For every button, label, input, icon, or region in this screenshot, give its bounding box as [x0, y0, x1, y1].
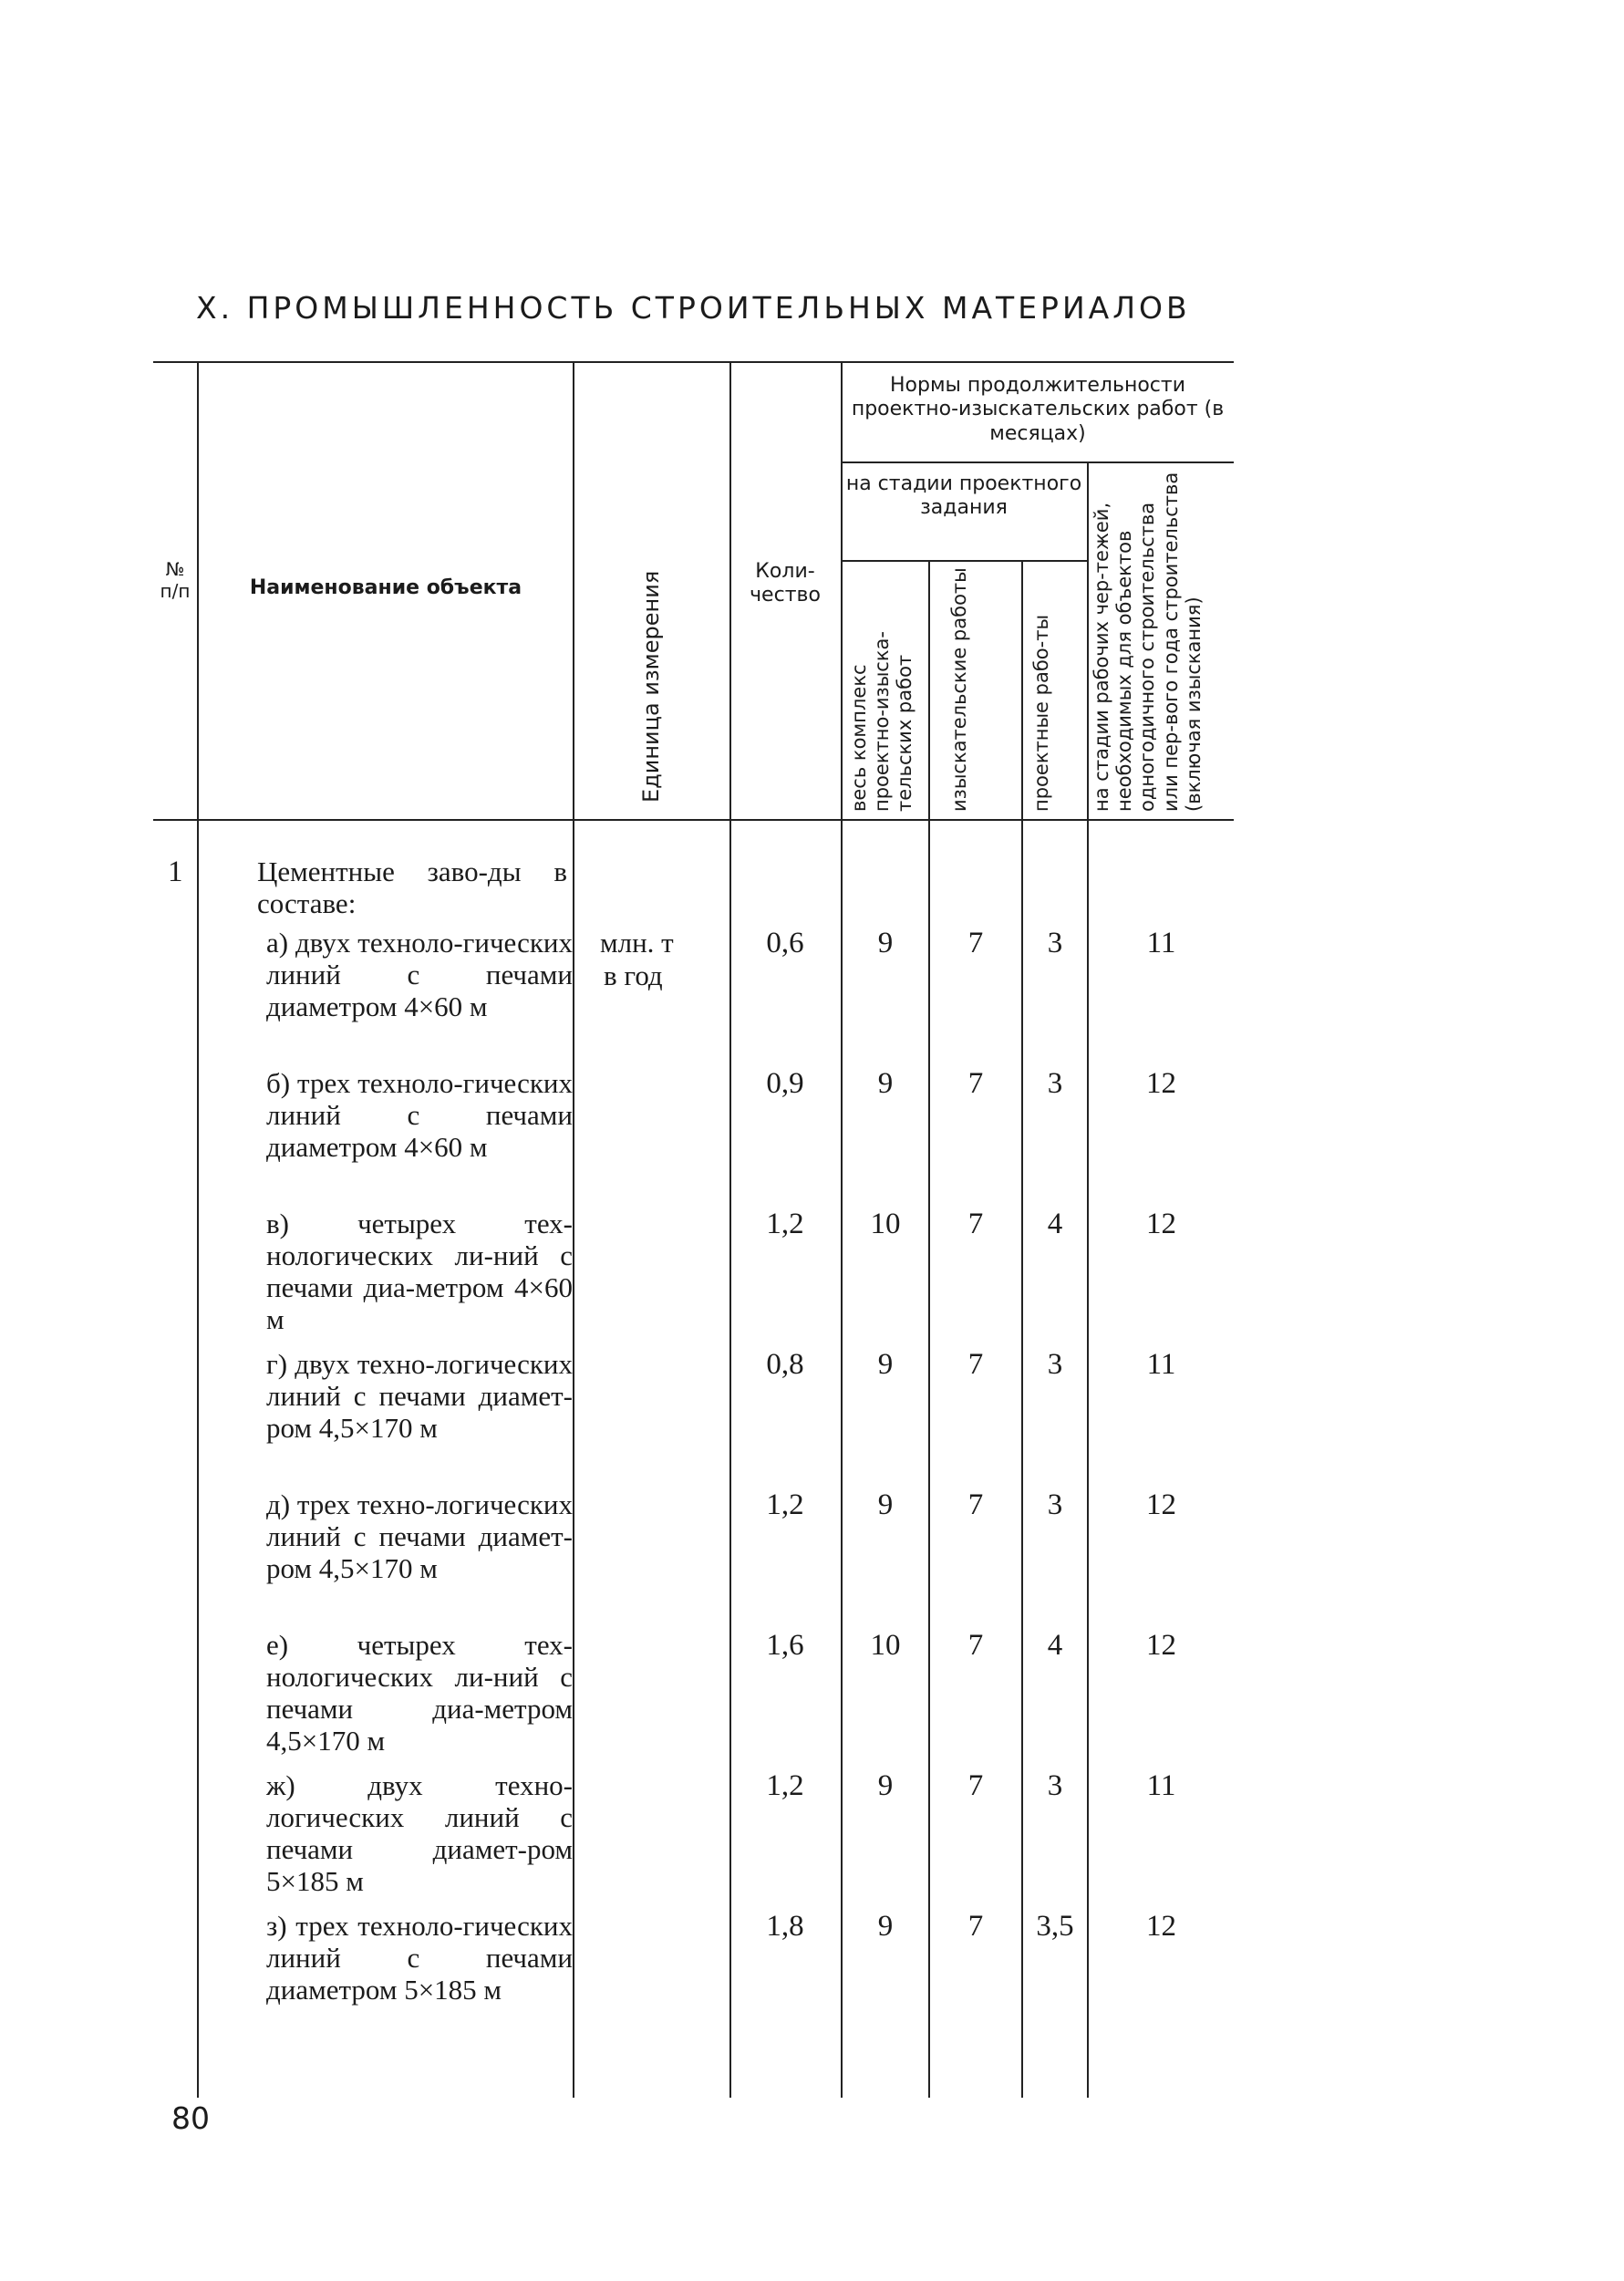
object-description: ж) двух техно-логических линий с печами диамет-ром 5×185 м — [266, 1769, 573, 1898]
project-stage-rule — [841, 560, 1087, 562]
object-description: в) четырех тех-нологических ли-ний с печами диа-метром 4×60 м — [266, 1208, 573, 1336]
design-value: 4 — [1047, 1208, 1063, 1240]
page-number: 80 — [171, 2100, 210, 2136]
header-quantity: Коли-чество — [750, 560, 821, 607]
survey-value: 7 — [967, 1769, 984, 1802]
working-drawings-value: 12 — [1146, 1488, 1176, 1521]
design-value: 3,5 — [1036, 1910, 1074, 1943]
header-working-drawings: на стадии рабочих чер-тежей, необходимых для объектов одногодичного строительства или пер-вого года строительства (включая изыскания) — [1091, 472, 1205, 812]
working-drawings-value: 11 — [1146, 1348, 1176, 1381]
full-complex-value: 10 — [870, 1208, 901, 1240]
quantity-value: 0,8 — [766, 1348, 804, 1381]
design-value: 4 — [1047, 1629, 1063, 1662]
object-description: д) трех техно-логических линий с печами диамет-ром 4,5×170 м — [266, 1488, 573, 1585]
full-complex-value: 9 — [877, 1910, 894, 1943]
column-rule — [1021, 560, 1023, 2098]
working-drawings-value: 12 — [1146, 1208, 1176, 1240]
quantity-value: 1,8 — [766, 1910, 804, 1943]
full-complex-value: 9 — [877, 1488, 894, 1521]
quantity-value: 1,6 — [766, 1629, 804, 1662]
full-complex-value: 9 — [877, 1769, 894, 1802]
object-description: г) двух техно-логических линий с печами диамет-ром 4,5×170 м — [266, 1348, 573, 1445]
group-number: 1 — [168, 855, 183, 888]
survey-value: 7 — [967, 1208, 984, 1240]
header-design: проектные рабо-ты — [1030, 614, 1052, 812]
survey-value: 7 — [967, 927, 984, 959]
design-value: 3 — [1047, 927, 1063, 959]
survey-value: 7 — [967, 1348, 984, 1381]
header-norms-group: Нормы продолжительности проектно-изыскательских работ (в месяцах) — [851, 374, 1225, 445]
object-description: е) четырех тех-нологических ли-ний с печами диа-метром 4,5×170 м — [266, 1629, 573, 1757]
working-drawings-value: 11 — [1146, 1769, 1176, 1802]
design-value: 3 — [1047, 1488, 1063, 1521]
section-title: X. ПРОМЫШЛЕННОСТЬ СТРОИТЕЛЬНЫХ МАТЕРИАЛОВ — [196, 290, 1191, 326]
survey-value: 7 — [967, 1488, 984, 1521]
design-value: 3 — [1047, 1067, 1063, 1100]
column-rule — [197, 363, 199, 2098]
working-drawings-value: 12 — [1146, 1629, 1176, 1662]
full-complex-value: 9 — [877, 1348, 894, 1381]
survey-value: 7 — [967, 1067, 984, 1100]
header-object-name: Наименование объекта — [249, 576, 522, 599]
full-complex-value: 9 — [877, 1067, 894, 1100]
quantity-value: 0,9 — [766, 1067, 804, 1100]
survey-value: 7 — [967, 1910, 984, 1943]
working-drawings-value: 12 — [1146, 1067, 1176, 1100]
object-description: з) трех техноло-гических линий с печами диаметром 5×185 м — [266, 1910, 573, 2006]
quantity-value: 1,2 — [766, 1769, 804, 1802]
quantity-value: 0,6 — [766, 927, 804, 959]
quantity-value: 1,2 — [766, 1488, 804, 1521]
design-value: 3 — [1047, 1769, 1063, 1802]
object-description: б) трех техноло-гических линий с печами диаметром 4×60 м — [266, 1067, 573, 1164]
unit-line-1: млн. т — [600, 927, 674, 959]
column-rule — [573, 363, 574, 2098]
column-rule — [729, 363, 731, 2098]
survey-value: 7 — [967, 1629, 984, 1662]
working-drawings-value: 12 — [1146, 1910, 1176, 1943]
group-name: Цементные заво-ды в составе: — [257, 855, 567, 920]
full-complex-value: 9 — [877, 927, 894, 959]
header-bottom-rule — [153, 819, 1234, 821]
header-number: № п/п — [160, 558, 191, 602]
quantity-value: 1,2 — [766, 1208, 804, 1240]
header-full-complex: весь комплекс проектно-изыска-тельских работ — [848, 631, 916, 812]
full-complex-value: 10 — [870, 1629, 901, 1662]
column-rule — [1087, 461, 1089, 2098]
header-unit: Единица измерения — [638, 570, 664, 803]
working-drawings-value: 11 — [1146, 927, 1176, 959]
design-value: 3 — [1047, 1348, 1063, 1381]
object-description: а) двух техноло-гических линий с печами диаметром 4×60 м — [266, 927, 573, 1023]
header-project-stage: на стадии проектного задания — [845, 472, 1082, 520]
column-rule — [928, 560, 930, 2098]
header-survey: изыскательские работы — [948, 567, 970, 812]
unit-line-2: в год — [604, 959, 663, 991]
table-top-rule — [153, 361, 1234, 363]
